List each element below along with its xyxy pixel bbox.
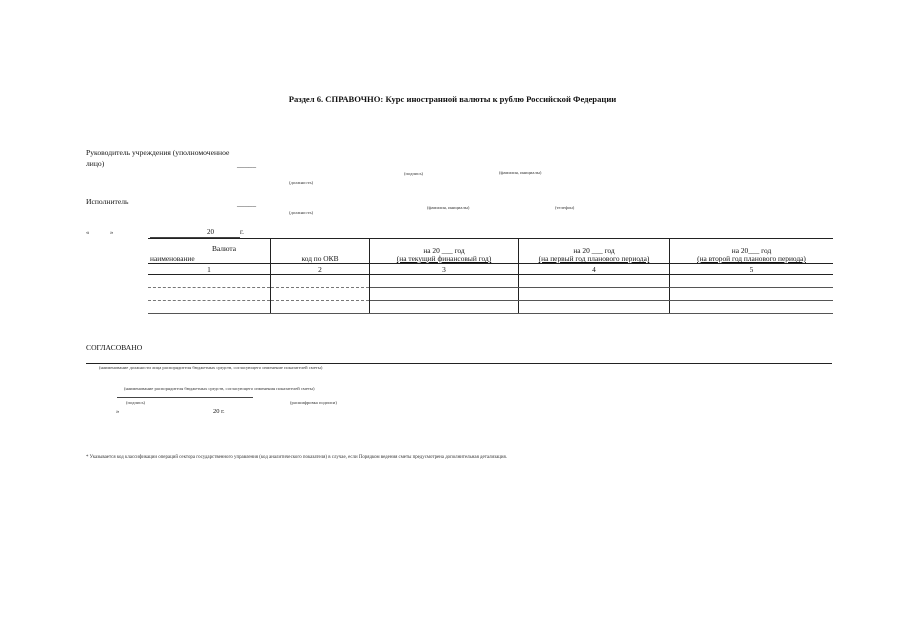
table-cell[interactable] — [148, 275, 271, 288]
agreed-heading: СОГЛАСОВАНО — [86, 343, 143, 352]
agreed-decode-caption: (расшифровка подписи) — [290, 400, 337, 405]
column-number: 2 — [271, 264, 370, 275]
phone-caption: (телефон) — [555, 205, 575, 210]
first-plan-year-header — [519, 239, 670, 264]
table-row — [148, 301, 833, 314]
table-cell[interactable] — [670, 301, 834, 314]
agreed-signature-caption: (подпись) — [126, 400, 146, 405]
table-cell[interactable] — [271, 288, 370, 301]
second-plan-year-header — [670, 239, 834, 264]
table-cell[interactable] — [519, 288, 670, 301]
currency-name-header — [148, 239, 271, 264]
currency-group-header: Валюта — [212, 244, 236, 253]
agreed-date-year: 20 г. — [213, 408, 225, 415]
executor-dash: _____ — [237, 199, 256, 208]
date-year: 20 — [207, 228, 214, 236]
okv-code-header: код по ОКВ — [271, 239, 370, 264]
executor-name-caption: (фамилия, инициалы) — [427, 205, 470, 210]
current-year-sub: (на текущий финансовый год) — [396, 254, 492, 263]
currency-rate-table — [148, 238, 833, 314]
table-cell[interactable] — [670, 288, 834, 301]
first-plan-year-sub: (на первый год планового периода) — [538, 254, 650, 263]
head-dash: _____ — [237, 160, 256, 169]
agreed-position-caption: (наименование должности лица распорядителя бюджетных средств, согласующего изменение показателей сметы) — [99, 365, 323, 370]
table-cell[interactable] — [370, 275, 519, 288]
current-year-label: на 20 ___ год — [423, 246, 465, 255]
date-quote-close: » — [110, 229, 114, 236]
signature-caption: (подпись) — [404, 171, 424, 176]
head-label-line2: лицо) — [86, 159, 105, 168]
table-cell[interactable] — [148, 288, 271, 301]
first-plan-year-label: на 20 ___ год — [573, 246, 615, 255]
executor-label: Исполнитель — [86, 197, 129, 206]
column-number: 5 — [670, 264, 834, 275]
current-year-header — [370, 239, 519, 264]
column-number: 3 — [370, 264, 519, 275]
agreed-org-caption: (наименование распорядителя бюджетных средств, согласующего изменения показателей сметы) — [124, 386, 315, 391]
table-cell[interactable] — [370, 288, 519, 301]
position-caption: (должность) — [289, 180, 314, 185]
date-quote-open: « — [86, 229, 90, 236]
second-plan-year-label: на 20___ год — [731, 246, 772, 255]
agreed-date-quote: » — [116, 408, 120, 415]
agreed-signature-line — [117, 397, 253, 398]
executor-position-caption: (должность) — [289, 210, 314, 215]
head-label-line1: Руководитель учреждения (уполномоченное — [86, 148, 230, 157]
agreed-position-line — [86, 363, 832, 364]
table-cell[interactable] — [370, 301, 519, 314]
table-cell[interactable] — [670, 275, 834, 288]
column-number-row — [148, 264, 833, 275]
table-cell[interactable] — [519, 275, 670, 288]
table-row — [148, 275, 833, 288]
table-cell[interactable] — [271, 275, 370, 288]
table-header-row — [148, 239, 833, 264]
table-cell[interactable] — [519, 301, 670, 314]
footnote: * Указывается код классификации операций сектора государственного управления (код аналитического показателя) в случае, если Порядком ведения сметы предусмотрена дополнительная детализация. — [86, 455, 507, 460]
table-cell[interactable] — [148, 301, 271, 314]
section-title: Раздел 6. СПРАВОЧНО: Курс иностранной валюты к рублю Российской Федерации — [288, 94, 617, 104]
table-cell[interactable] — [271, 301, 370, 314]
date-suffix: г. — [240, 228, 244, 236]
second-plan-year-sub: (на второй год планового периода) — [697, 254, 806, 263]
column-number: 4 — [519, 264, 670, 275]
table-row — [148, 288, 833, 301]
column-number: 1 — [148, 264, 271, 275]
name-initials-caption: (фамилия, инициалы) — [499, 170, 542, 175]
name-column-label: наименование — [150, 254, 195, 263]
